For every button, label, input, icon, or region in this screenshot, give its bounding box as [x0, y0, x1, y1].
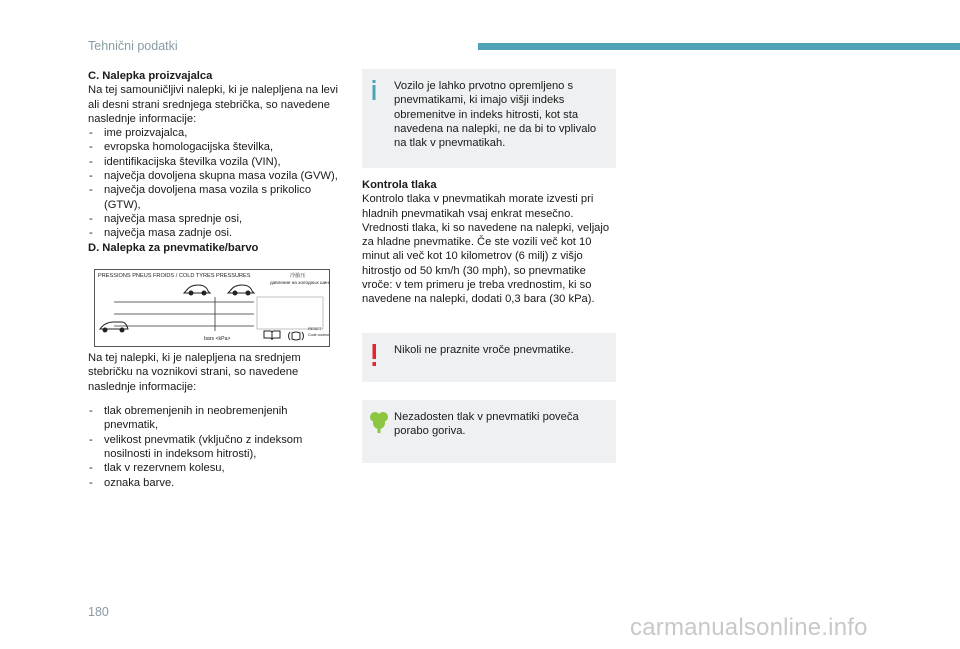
- list-item: - največja masa zadnje osi.: [88, 226, 342, 240]
- header-title: Tehnični podatki: [88, 39, 178, 53]
- label-unit-text: bars <kPa>: [204, 335, 231, 342]
- header-accent-bar: [478, 43, 960, 50]
- eco-note-text: Nezadosten tlak v pnevmatiki poveča porabo goriva.: [394, 410, 579, 437]
- list-item: - velikost pnevmatik (vključno z indeksom nosilnosti in indeksom hitrosti),: [88, 433, 342, 462]
- warning-note-text: Nikoli ne praznite vroče pnevmatike.: [394, 343, 574, 356]
- list-item: - tlak obremenjenih in neobremenjenih pnevmatik,: [88, 404, 342, 433]
- eco-leaf-icon: [368, 411, 390, 433]
- list-item: - največja dovoljena skupna masa vozila (GVW),: [88, 169, 342, 183]
- page-number: 180: [88, 605, 109, 619]
- info-note: [362, 69, 616, 168]
- label-color-text: Code couleur: [308, 332, 330, 337]
- watermark: carmanualsonline.info: [630, 614, 868, 641]
- label-reset-text: RESET: [308, 325, 322, 331]
- list-item: - največja masa sprednje osi,: [88, 212, 342, 226]
- label-ru-text: давление на холодных шинах: [270, 279, 330, 285]
- label-cn-text: 冷胎压: [290, 272, 306, 279]
- section-c-list: [88, 126, 342, 240]
- warning-note: [362, 333, 616, 382]
- list-item: - identifikacijska številka vozila (VIN),: [88, 155, 342, 169]
- section-c-heading: C. Nalepka proizvajalca: [88, 70, 213, 82]
- list-item: - tlak v rezervnem kolesu,: [88, 461, 342, 475]
- list-item: - oznaka barve.: [88, 476, 342, 490]
- list-item: - ime proizvajalca,: [88, 126, 342, 140]
- info-icon: [370, 80, 378, 100]
- kontrola-text: Kontrolo tlaka v pnevmatikah morate izvesti pri hladnih pnevmatikah vsaj enkrat mesečno. Vrednosti tlaka, ki so navedene na nalepki, veljajo za hladne pnevmatike. Če ste vozili več kot 10 minut ali več kot 10 kilometrov (6 milj) z višjo hitrostjo od 50 km/h (30 mph), so pnevmatike vroče: v tem primeru je treba vrednostim, ki so navedene na nalepki, dodati 0,3 bara (30 kPa).: [362, 193, 610, 306]
- list-item: - največja dovoljena masa vozila s prikolico (GTW),: [88, 183, 342, 212]
- eco-note: [362, 400, 616, 463]
- left-column: [88, 69, 342, 490]
- tyre-pressure-label-figure: [94, 269, 330, 347]
- label-title: PRESSIONS PNEUS FROIDS / COLD TYRES PRESSURES: [98, 272, 251, 279]
- kontrola-heading: Kontrola tlaka: [362, 179, 437, 191]
- warning-icon: [370, 344, 378, 366]
- kontrola-section: [362, 178, 616, 307]
- list-item: - evropska homologacijska številka,: [88, 140, 342, 154]
- section-d-intro: Na tej nalepki, ki je nalepljena na srednjem stebričku na voznikovi strani, so navedene naslednje informacije:: [88, 352, 301, 393]
- right-column: [362, 69, 616, 463]
- section-d-list: [88, 404, 342, 490]
- section-d-heading: D. Nalepka za pnevmatike/barvo: [88, 241, 259, 254]
- info-note-text: Vozilo je lahko prvotno opremljeno s pnevmatikami, ki imajo višji indeks obremenitve in indeks hitrosti, kot sta navedena na nalepki, ne da bi to vplivalo na tlak v pnevmatikah.: [394, 80, 597, 150]
- section-c-intro: Na tej samouničljivi nalepki, ki je nalepljena na levi ali desni strani srednjega stebrička, so navedene naslednje informacije:: [88, 84, 338, 125]
